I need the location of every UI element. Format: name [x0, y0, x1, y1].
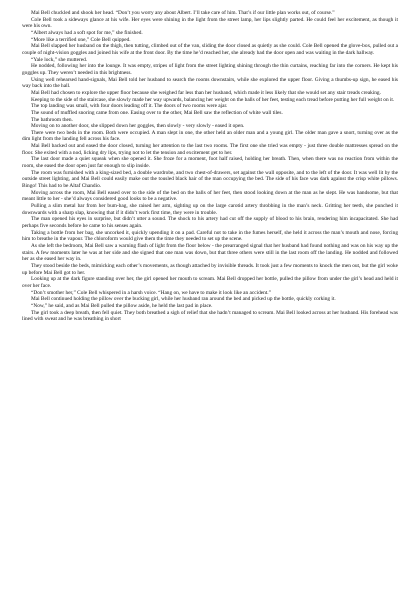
paragraph: “Don’t smother her,” Cole Bell whispered in a harsh voice. “Hang on, we have to make it look like an accident.” — [31, 289, 271, 296]
paragraph: Using well rehearsed hand-signals, Mai Bell told her husband to search the rooms downstairs, while she explored the upper floor. Giving a thumbs-up sign, he eased his way back into the hall. — [22, 76, 398, 90]
paragraph: Cole Bell took a sideways glance at his wife. Her eyes were shining in the light from the street lamp, her lips slightly parted. He could feel her excitement, as though it were his own. — [22, 16, 398, 30]
paragraph: “More like a terrified one,” Cole Bell quipped. — [31, 36, 131, 43]
paragraph: The bathroom then. — [31, 116, 73, 123]
paragraph: Mai Bell had chosen to explore the upper floor because she weighed far less than her husband, which made it less likely that she would set any stair treads creaking. — [31, 89, 381, 96]
paragraph: “Albert always had a soft spot for me,” she finished. — [31, 29, 143, 36]
paragraph: Mai Bell backed out and eased the door closed, turning her attention to the last two rooms. The first one she tried was empty - just three double mattresses spread on the floor. She exited with a nod, licking dry lips, trying not to let the tension and excitement get to her. — [22, 143, 398, 156]
paragraph: As she left the bedroom, Mai Bell saw a warning flash of light from the floor below - the prearranged signal that her husband had found nothing and was on his way up the stairs. A few moments later he was at her side and she signed that one man was down, but that three others were still in the last room off the landing. He nodded and followed her as she eased her way in. — [22, 242, 398, 263]
paragraph: The top landing was small, with four doors leading off it. The doors of two rooms were ajar. — [31, 103, 228, 110]
paragraph: The girl took a deep breath, then fell quiet. They both breathed a sigh of relief that she hadn’t managed to scream. Mai Bell looked across at her husband. His forehead was lined with sweat and he was breathing in short — [22, 309, 398, 323]
paragraph: The room was furnished with a king-sized bed, a double wardrobe, and two chest-of-drawers, set against the wall opposite, and to the left of the door. It was well lit by the outside street lighting, and Mai Bell could easily make out the tousled black hair of the man occupying the bed. The side of his face was dark against the crisp white pillows. Bingo! This had to be Altaf Chandio. — [22, 169, 398, 190]
paragraph: Taking a bottle from her bag, she uncorked it, quickly upending it on a pad. Careful not to take in the fumes herself, she held it across the man’s mouth and nose, forcing him to breathe in the vapour. The chloroform would give them the time they needed to set up the scene. — [22, 229, 398, 243]
paragraph: Keeping to the side of the staircase, she slowly made her way upwards, balancing her weight on the balls of her feet, testing each tread before putting her full weight on it. — [31, 96, 395, 103]
paragraph: They stood beside the beds, mimicking each other’s movements, as though attached by invisible threads. It took just a few moments to knock the men out, but the girl woke up before Mai Bell got to her. — [22, 262, 398, 276]
paragraph: The sound of muffled snoring came from one. Easing over to the other, Mai Bell saw the reflection of white wall tiles. — [31, 109, 283, 116]
paragraph: “Now,” he said, and as Mai Bell pulled the pillow aside, he held the last pad in place. — [31, 302, 213, 309]
paragraph: Looking up at the dark figure standing over her, the girl opened her mouth to scream. Mai Bell dropped her bottle, pulled the pillow from under the girl’s head and held it over her face. — [22, 276, 398, 289]
paragraph: Moving on to another door, she slipped down her goggles, then slowly - very slowly - eased it open. — [31, 123, 245, 130]
paragraph: Mai Bell continued holding the pillow over the bucking girl, while her husband ran around the bed and picked up the bottle, quickly corking it. — [31, 296, 336, 303]
paragraph: Moving across the room, Mai Bell eased over to the side of the bed on the balls of her feet, then stood looking down at the man as he slept. He was handsome, but that meant little to her - she’d always considered good looks to be a negative. — [22, 189, 398, 203]
paragraph: There were two beds in the room. Both were occupied. A man slept in one, the other held an older man and a young girl. The older man gave a snort, turning over as the dim light from the landing fell across his face. — [22, 129, 398, 143]
paragraph: He nodded, following her into the lounge. It was empty, stripes of light from the street lighting shining through the thin curtains, reaching far into the corners. He kept his goggles up. They weren’t needed in this brightness. — [22, 63, 398, 76]
paragraph: Mai Bell slapped her husband on the thigh, then tutting, climbed out of the van, sliding the door closed as quietly as she could. Cole Bell opened the glove-box, pulled out a couple of night-vision goggles and joined his wife at the front door. By the time he’d reached her, she already had the door open and was waiting in the dark hallway. — [22, 43, 398, 56]
paragraph: Mai Bell chuckled and shook her head. “Don’t you worry any about Albert. I’ll take care of him. That’s if our little plan works out, of course.” — [31, 10, 335, 16]
paragraph: Pulling a slim metal bar from her bum-bag, she raised her arm, sighting up on the large carotid artery throbbing in the man’s neck. Gritting her teeth, she punched it downwards with a sharp slap, knowing that if it didn’t work first time, they were in trouble. — [22, 203, 398, 216]
paragraph: “Yale lock,” she muttered. — [31, 56, 88, 63]
paragraph: The man opened his eyes in surprise, but didn’t utter a sound. The shock to his artery had cut off the supply of blood to his brain, rendering him incapacitated. She had perhaps five seconds before he came to his senses again. — [22, 216, 398, 229]
paragraph: The last door made a quiet squeak when she opened it. She froze for a moment, foot half raised, holding her breath. Then, when there was no reaction from within the room, she eased the door open just far enough to slip inside. — [22, 156, 398, 170]
